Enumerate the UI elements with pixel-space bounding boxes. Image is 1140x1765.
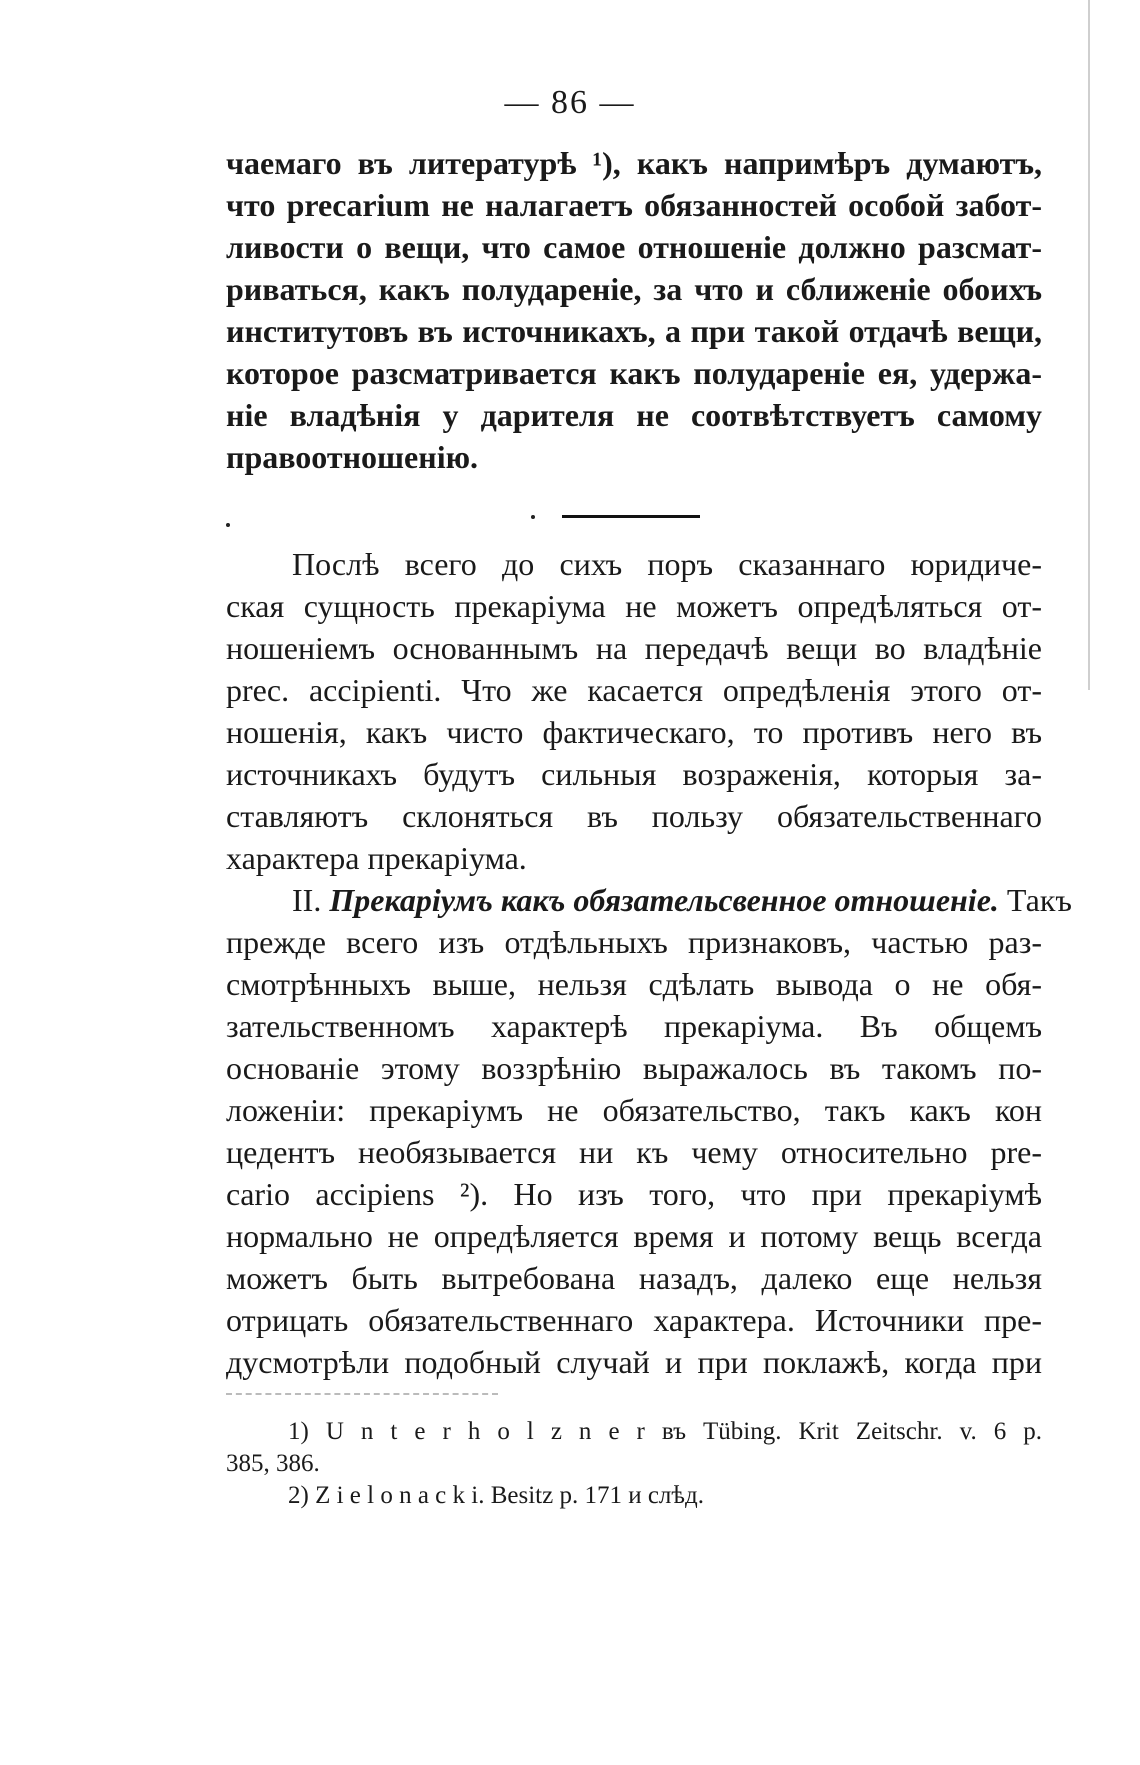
page-number: — 86 —	[504, 84, 636, 121]
section-heading-line	[226, 879, 1072, 921]
text-line: характера прекаріума.	[226, 840, 527, 876]
text-line: ская сущность прекаріума не можетъ опредѣляться от-	[226, 588, 1042, 624]
text-line: ношенія, какъ чисто фактическаго, то противъ него въ	[226, 714, 1042, 750]
text-line: дусмотрѣли подобный случай и при поклажѣ, когда при	[226, 1344, 1042, 1380]
paragraph-main	[226, 543, 1042, 879]
text-line: ніе владѣнія у дарителя не соотвѣтствуетъ самому	[226, 397, 1042, 433]
text-line: ношеніемъ основаннымъ на передачѣ вещи во владѣніе	[226, 630, 1042, 666]
text-line: prec. accipienti. Что же касается опредѣленія этого от-	[226, 672, 1042, 708]
text-line: которое разсматривается какъ полудареніе ея, удержа-	[226, 355, 1042, 391]
text-line: основаніе этому воззрѣнію выражалось въ такомъ по-	[226, 1050, 1042, 1086]
text-line: институтовъ въ источникахъ, а при такой отдачѣ вещи,	[226, 313, 1042, 349]
text-line: источникахъ будутъ сильныя возраженія, которыя за-	[226, 756, 1042, 792]
text-line: можетъ быть вытребована назадъ, далеко еще нельзя	[226, 1260, 1042, 1296]
footnote-1: 1) U n t e r h o l z n e r въ Tübing. Krit Zeitschr. v. 6 p.	[288, 1418, 1042, 1445]
text-line: ставляютъ склоняться въ пользу обязательственнаго	[226, 798, 1042, 834]
footnote-2: 2) Z i e l o n a c k i. Besitz p. 171 и слѣд.	[288, 1482, 704, 1509]
footnote-1-continuation: 385, 386.	[226, 1450, 320, 1477]
section-separator	[562, 515, 700, 518]
footnotes	[226, 1416, 1042, 1512]
text-line: правоотношенію.	[226, 439, 479, 475]
section-two	[226, 879, 1072, 1383]
text-line: цедентъ необязывается ни къ чему относительно pre-	[226, 1134, 1042, 1170]
text-line: cario accipiens ²). Но изъ того, что при прекаріумѣ	[226, 1176, 1042, 1212]
text-line: смотрѣнныхъ выше, нельзя сдѣлать вывода о не обя-	[226, 966, 1042, 1002]
section-title: Прекаріумъ какъ обязательсвенное отношеніе.	[329, 882, 999, 918]
text-line: что precarium не налагаетъ обязанностей особой забот-	[226, 187, 1042, 223]
text-line: нормально не опредѣляется время и потому вещь всегда	[226, 1218, 1042, 1254]
footnote-divider	[226, 1393, 498, 1395]
paragraph-continuation	[226, 142, 1042, 478]
text-line: Послѣ всего до сихъ поръ сказаннаго юридиче-	[292, 546, 1042, 582]
text-line: прежде всего изъ отдѣльныхъ признаковъ, частью раз-	[226, 924, 1042, 960]
text-fragment: Такъ	[1006, 882, 1072, 918]
text-line: риваться, какъ полудареніе, за что и сближеніе обоихъ	[226, 271, 1042, 307]
text-line: зательственномъ характерѣ прекаріума. Въ общемъ	[226, 1008, 1042, 1044]
text-line: чаемаго въ литературѣ ¹), какъ напримѣръ думаютъ,	[226, 145, 1042, 181]
text-line: отрицать обязательственнаго характера. Источники пре-	[226, 1302, 1042, 1338]
text-line: ливости о вещи, что самое отношеніе должно разсмат-	[226, 229, 1042, 265]
text-line: ложеніи: прекаріумъ не обязательство, такъ какъ кон	[226, 1092, 1042, 1128]
print-speck	[226, 523, 230, 527]
print-speck	[531, 515, 535, 519]
section-number: II.	[292, 882, 322, 918]
